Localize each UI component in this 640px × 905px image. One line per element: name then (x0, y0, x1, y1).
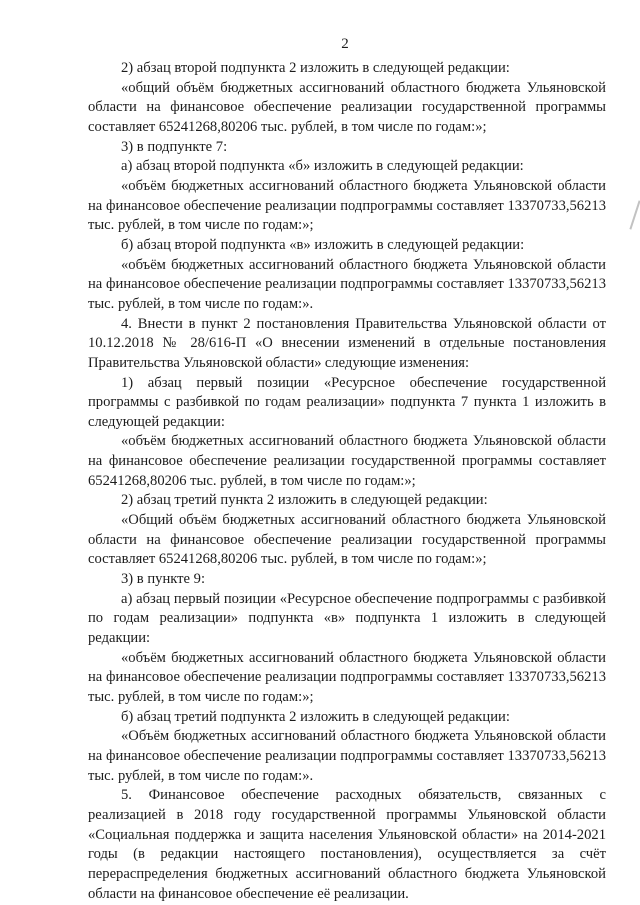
scan-artifact-mark (629, 200, 640, 229)
paragraph-3b: б) абзац второй подпункта «в» изложить в следующей редакции: (121, 236, 525, 253)
paragraph-3a: а) абзац второй подпункта «б» изложить в следующей редакции: (121, 158, 524, 175)
paragraph-quote-subprogram-b: «объём бюджетных ассигнований областного бюджета Ульяновской области на финансовое обеспечение реализации подпрограммы составляет 13370733,56213 тыс. рублей, в том числе по годам:»; (88, 177, 606, 234)
paragraph-quote-subprogram-volume: «Объём бюджетных ассигнований областного бюджета Ульяновской области на финансовое обеспечение реализации подпрограммы составляет 13370733,56213 тыс. рублей, в том числе по годам:». (88, 728, 606, 784)
paragraph-quote-subprogram-resource: «объём бюджетных ассигнований областного бюджета Ульяновской области на финансовое обеспечение реализации подпрограммы составляет 13370733,56213 тыс. рублей, в том числе по годам:»; (88, 649, 606, 705)
document-body (88, 59, 606, 904)
paragraph-5: 5. Финансовое обеспечение расходных обязательств, связанных с реализацией в 2018 году государственной программы Ульяновской области «Социальная поддержка и защита населения Ульяновской области» на 2014-2021 годы (в редакции настоящего постановления), осуществляется за счёт перераспределения бюджетных ассигнований областного бюджета Ульяновской области на финансовое обеспечение её реализации. (88, 787, 606, 902)
paragraph-quote-subprogram-v: «объём бюджетных ассигнований областного бюджета Ульяновской области на финансовое обеспечение реализации подпрограммы составляет 13370733,56213 тыс. рублей, в том числе по годам:». (88, 256, 606, 312)
paragraph-4-2: 2) абзац третий пункта 2 изложить в следующей редакции: (121, 492, 488, 509)
paragraph-4-3b: б) абзац третий подпункта 2 изложить в следующей редакции: (121, 708, 510, 725)
paragraph-quote-general-volume: «Общий объём бюджетных ассигнований областного бюджета Ульяновской области на финансовое обеспечение реализации государственной программы составляет 65241268,80206 тыс. рублей, в том числе по годам:»; (88, 512, 606, 568)
paragraph-quote-program-volume: «объём бюджетных ассигнований областного бюджета Ульяновской области на финансовое обеспечение реализации государственной программы составляет 65241268,80206 тыс. рублей, в том числе по годам:»; (88, 433, 606, 489)
paragraph-3-subpoint-7: 3) в подпункте 7: (121, 138, 228, 155)
paragraph-quote-total-volume: «общий объём бюджетных ассигнований областного бюджета Ульяновской области на финансовое обеспечение реализации государственной программы составляет 65241268,80206 тыс. рублей, в том числе по годам:»; (88, 79, 606, 135)
page-number: 2 (341, 36, 349, 52)
paragraph-4: 4. Внести в пункт 2 постановления Правительства Ульяновской области от 10.12.2018 № 28/616-П «О внесении изменений в отдельные постановления Правительства Ульяновской области» следующие изменения: (88, 315, 606, 371)
paragraph-4-1: 1) абзац первый позиции «Ресурсное обеспечение государственной программы с разбивкой по годам реализации» подпункта 7 пункта 1 изложить в следующей редакции: (88, 374, 606, 430)
paragraph-4-3: 3) в пункте 9: (121, 571, 206, 588)
paragraph-2-1: 2) абзац второй подпункта 2 изложить в следующей редакции: (121, 60, 510, 76)
paragraph-4-3a: а) абзац первый позиции «Ресурсное обеспечение подпрограммы с разбивкой по годам реализации» подпункта «в» подпункта 1 изложить в следующей редакции: (88, 590, 606, 647)
